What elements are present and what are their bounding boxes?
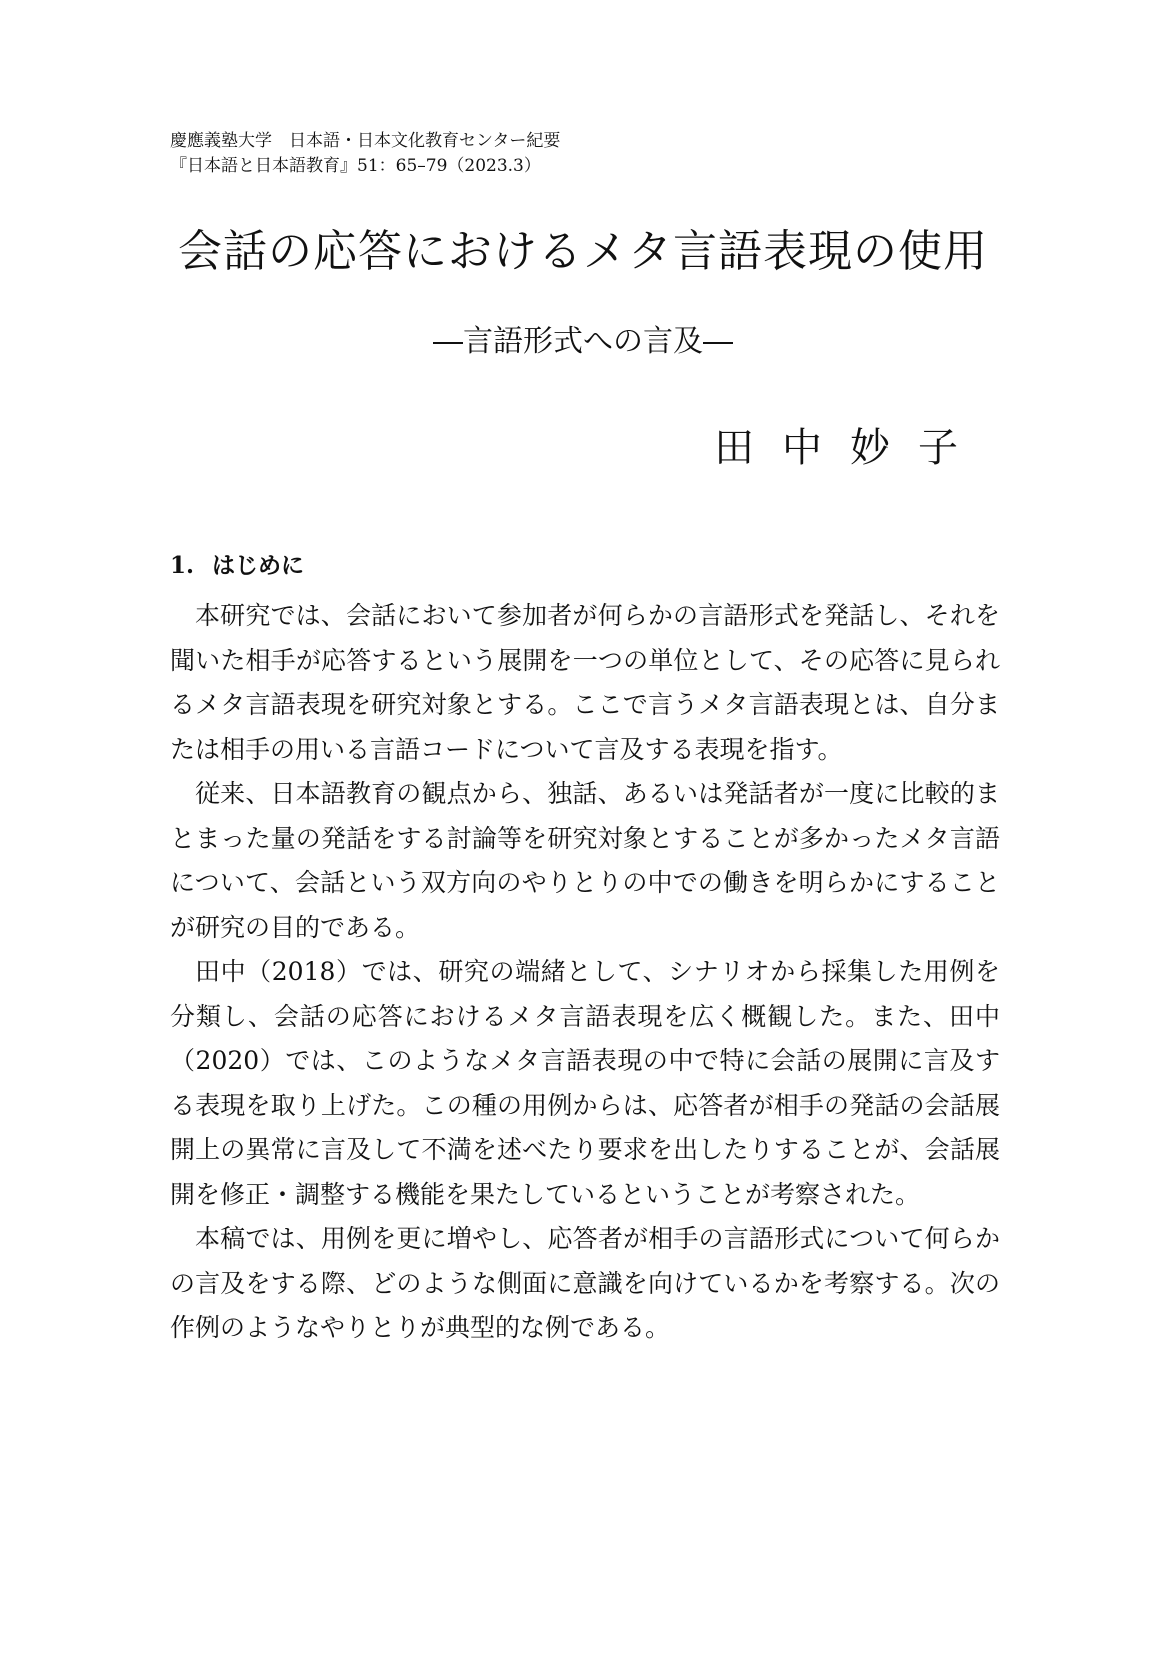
author-name: 田中妙子 [714, 425, 986, 471]
journal-institution-line: 慶應義塾大学 日本語・日本文化教育センター紀要 [170, 131, 561, 151]
section-heading [170, 548, 304, 584]
paragraph: 本研究では、会話において参加者が何らかの言語形式を発話し、それを聞いた相手が応答するという展開を一つの単位として、その応答に見られるメタ言語表現を研究対象とする。ここで言うメタ言語表現とは、自分または相手の用いる言語コードについて言及する表現を指す。 [170, 601, 1000, 764]
paper-subtitle: ―言語形式への言及― [433, 324, 733, 359]
journal-volume-line: 『日本語と日本語教育』51：65–79（2023.3） [170, 156, 541, 176]
section-title: はじめに [212, 552, 305, 579]
body-text [170, 594, 1000, 1351]
paragraph: 従来、日本語教育の観点から、独話、あるいは発話者が一度に比較的まとまった量の発話をする討論等を研究対象とすることが多かったメタ言語について、会話という双方向のやりとりの中での働きを明らかにすることが研究の目的である。 [170, 779, 1000, 942]
paragraph: 本稿では、用例を更に増やし、応答者が相手の言語形式について何らかの言及をする際、どのような側面に意識を向けているかを考察する。次の作例のようなやりとりが典型的な例である。 [170, 1224, 1000, 1342]
paragraph: 田中（2018）では、研究の端緒として、シナリオから採集した用例を分類し、会話の応答におけるメタ言語表現を広く概観した。また、田中（2020）では、このようなメタ言語表現の中で特に会話の展開に言及する表現を取り上げた。この種の用例からは、応答者が相手の発話の会話展開上の異常に言及して不満を述べたり要求を出したりすることが、会話展開を修正・調整する機能を果たしているということが考察された。 [170, 957, 1000, 1209]
paper-title: 会話の応答におけるメタ言語表現の使用 [178, 226, 988, 277]
section-number: 1. [170, 552, 195, 579]
journal-citation [170, 129, 560, 179]
